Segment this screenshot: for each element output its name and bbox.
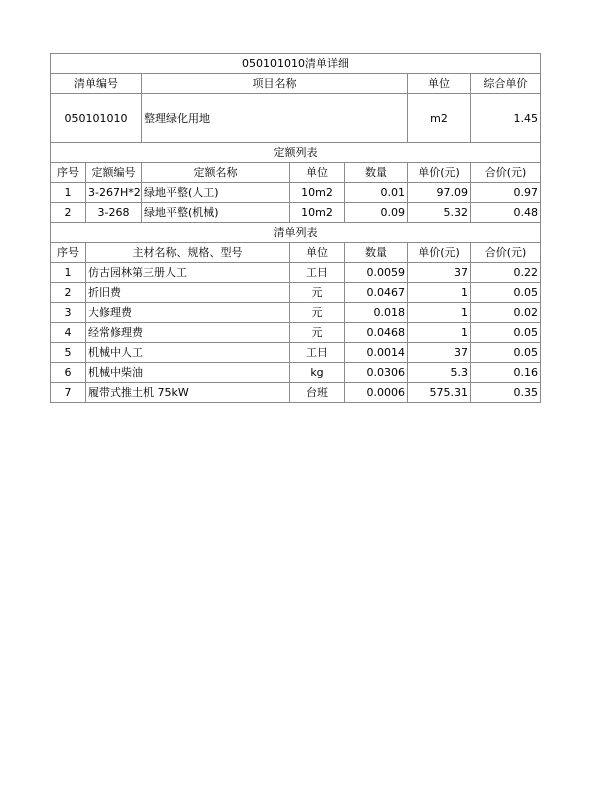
material-name: 经常修理费 bbox=[86, 323, 290, 343]
material-index: 3 bbox=[51, 303, 86, 323]
detail-table bbox=[50, 53, 541, 403]
material-name: 大修理费 bbox=[86, 303, 290, 323]
material-total: 0.35 bbox=[471, 383, 541, 403]
quota-name: 绿地平整(人工) bbox=[142, 183, 290, 203]
detail-sheet bbox=[50, 53, 540, 403]
quota-total: 0.48 bbox=[471, 203, 541, 223]
material-index: 7 bbox=[51, 383, 86, 403]
quota-qty: 0.09 bbox=[345, 203, 408, 223]
material-header-row bbox=[51, 243, 541, 263]
material-total: 0.05 bbox=[471, 283, 541, 303]
material-unit: 工日 bbox=[290, 343, 345, 363]
quota-index: 1 bbox=[51, 183, 86, 203]
material-qty: 0.0306 bbox=[345, 363, 408, 383]
quota-header-cell: 定额编号 bbox=[86, 163, 142, 183]
quota-code: 3-267H*2 bbox=[86, 183, 142, 203]
material-qty: 0.018 bbox=[345, 303, 408, 323]
item-code: 050101010 bbox=[51, 94, 142, 143]
material-qty: 0.0468 bbox=[345, 323, 408, 343]
quota-header-cell: 数量 bbox=[345, 163, 408, 183]
material-qty: 0.0006 bbox=[345, 383, 408, 403]
material-rows bbox=[51, 263, 541, 403]
quota-index: 2 bbox=[51, 203, 86, 223]
material-unit: 台班 bbox=[290, 383, 345, 403]
quota-qty: 0.01 bbox=[345, 183, 408, 203]
table-row bbox=[51, 323, 541, 343]
material-unit: 元 bbox=[290, 323, 345, 343]
quota-header-cell: 单价(元) bbox=[408, 163, 471, 183]
table-row bbox=[51, 363, 541, 383]
material-index: 6 bbox=[51, 363, 86, 383]
material-unit-price: 575.31 bbox=[408, 383, 471, 403]
material-header-cell: 单价(元) bbox=[408, 243, 471, 263]
material-unit: 元 bbox=[290, 283, 345, 303]
material-unit-price: 5.3 bbox=[408, 363, 471, 383]
quota-unit: 10m2 bbox=[290, 203, 345, 223]
quota-header-cell: 序号 bbox=[51, 163, 86, 183]
table-row bbox=[51, 343, 541, 363]
material-section-title: 清单列表 bbox=[51, 223, 541, 243]
material-total: 0.22 bbox=[471, 263, 541, 283]
quota-header-cell: 单位 bbox=[290, 163, 345, 183]
material-unit: kg bbox=[290, 363, 345, 383]
code-header: 清单编号 bbox=[51, 74, 142, 94]
quota-name: 绿地平整(机械) bbox=[142, 203, 290, 223]
material-header-cell: 合价(元) bbox=[471, 243, 541, 263]
price-header: 综合单价 bbox=[471, 74, 541, 94]
material-name: 折旧费 bbox=[86, 283, 290, 303]
quota-header-cell: 合价(元) bbox=[471, 163, 541, 183]
table-row bbox=[51, 263, 541, 283]
material-unit-price: 37 bbox=[408, 343, 471, 363]
material-total: 0.05 bbox=[471, 343, 541, 363]
name-header: 项目名称 bbox=[142, 74, 408, 94]
material-index: 2 bbox=[51, 283, 86, 303]
material-header-cell: 序号 bbox=[51, 243, 86, 263]
material-total: 0.02 bbox=[471, 303, 541, 323]
material-unit: 工日 bbox=[290, 263, 345, 283]
quota-header-cell: 定额名称 bbox=[142, 163, 290, 183]
table-row bbox=[51, 283, 541, 303]
quota-unit-price: 97.09 bbox=[408, 183, 471, 203]
material-unit-price: 1 bbox=[408, 283, 471, 303]
quota-unit: 10m2 bbox=[290, 183, 345, 203]
material-qty: 0.0059 bbox=[345, 263, 408, 283]
material-qty: 0.0467 bbox=[345, 283, 408, 303]
material-header-cell: 数量 bbox=[345, 243, 408, 263]
material-unit: 元 bbox=[290, 303, 345, 323]
material-header-cell: 主材名称、规格、型号 bbox=[86, 243, 290, 263]
item-name: 整理绿化用地 bbox=[142, 94, 408, 143]
table-row bbox=[51, 203, 541, 223]
table-row bbox=[51, 383, 541, 403]
material-qty: 0.0014 bbox=[345, 343, 408, 363]
material-unit-price: 37 bbox=[408, 263, 471, 283]
material-index: 4 bbox=[51, 323, 86, 343]
quota-unit-price: 5.32 bbox=[408, 203, 471, 223]
sheet-title: 050101010清单详细 bbox=[51, 54, 541, 74]
material-index: 5 bbox=[51, 343, 86, 363]
quota-total: 0.97 bbox=[471, 183, 541, 203]
item-unit: m2 bbox=[408, 94, 471, 143]
quota-section-title: 定额列表 bbox=[51, 143, 541, 163]
quota-code: 3-268 bbox=[86, 203, 142, 223]
table-row bbox=[51, 303, 541, 323]
item-price: 1.45 bbox=[471, 94, 541, 143]
material-total: 0.05 bbox=[471, 323, 541, 343]
table-row bbox=[51, 183, 541, 203]
material-unit-price: 1 bbox=[408, 303, 471, 323]
material-unit-price: 1 bbox=[408, 323, 471, 343]
material-header-cell: 单位 bbox=[290, 243, 345, 263]
material-name: 机械中人工 bbox=[86, 343, 290, 363]
material-total: 0.16 bbox=[471, 363, 541, 383]
material-index: 1 bbox=[51, 263, 86, 283]
unit-header: 单位 bbox=[408, 74, 471, 94]
material-name: 履带式推土机 75kW bbox=[86, 383, 290, 403]
quota-header-row bbox=[51, 163, 541, 183]
material-name: 机械中柴油 bbox=[86, 363, 290, 383]
material-name: 仿古园林第三册人工 bbox=[86, 263, 290, 283]
